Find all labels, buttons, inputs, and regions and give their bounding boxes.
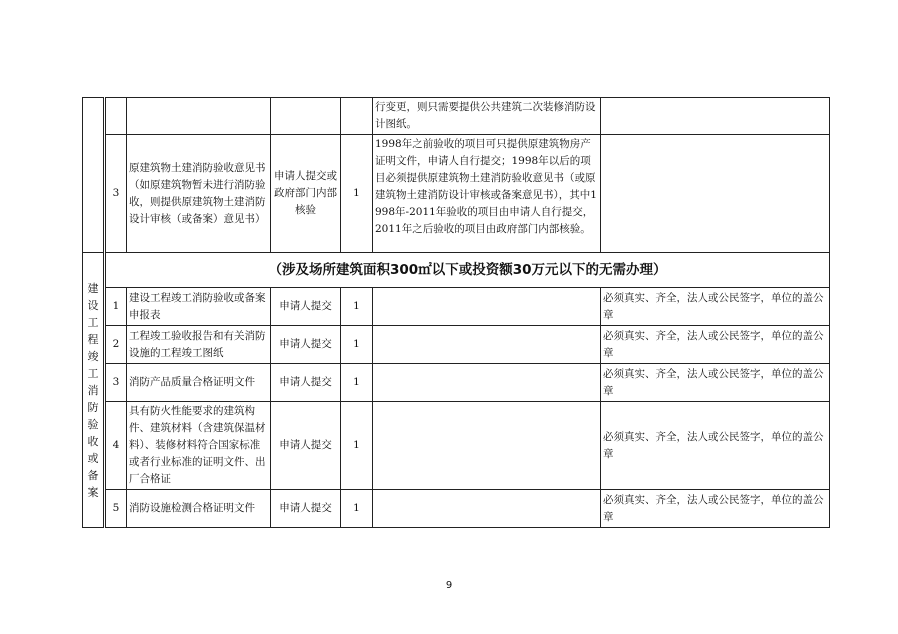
- material-note: 行变更，则只需要提供公共建筑二次装修消防设计图纸。: [373, 98, 601, 135]
- material-name: 工程竣工验收报告和有关消防设施的工程竣工图纸: [127, 326, 271, 364]
- row-number: 2: [105, 326, 127, 364]
- section-banner: （涉及场所建筑面积300㎡以下或投资额30万元以下的无需办理）: [105, 253, 830, 288]
- material-source: 申请人提交: [271, 364, 341, 402]
- material-source: 申请人提交或政府部门内部核验: [271, 135, 341, 253]
- row-number: [105, 98, 127, 135]
- table-row: [83, 326, 830, 364]
- material-note: 1998年之前验收的项目可只提供原建筑物房产证明文件，申请人自行提交；1998年以后的项目必须提供原建筑物土建消防验收意见书（或原建筑物土建消防设计审核或备案意见书），其中1998年-2011年验收的项目由申请人自行提交，2011年之后验收的项目由政府部门内部核验。: [373, 135, 601, 253]
- material-name: 建设工程竣工消防验收或备案申报表: [127, 288, 271, 326]
- table-row: [83, 288, 830, 326]
- material-source: [271, 98, 341, 135]
- table-row: [83, 490, 830, 528]
- row-number: 3: [105, 135, 127, 253]
- copies: [341, 98, 373, 135]
- copies: 1: [341, 490, 373, 528]
- material-source: 申请人提交: [271, 490, 341, 528]
- prev-section-cell: [83, 98, 105, 253]
- material-note: [373, 326, 601, 364]
- row-number: 4: [105, 402, 127, 490]
- material-requirement: 必须真实、齐全，法人或公民签字，单位的盖公章: [601, 364, 830, 402]
- material-source: 申请人提交: [271, 326, 341, 364]
- row-number: 5: [105, 490, 127, 528]
- row-number: 3: [105, 364, 127, 402]
- material-note: [373, 402, 601, 490]
- material-name: 具有防火性能要求的建筑构件、建筑材料（含建筑保温材料）、装修材料符合国家标准或者行业标准的证明文件、出厂合格证: [127, 402, 271, 490]
- copies: 1: [341, 135, 373, 253]
- table-row: [83, 402, 830, 490]
- material-name: 消防设施检测合格证明文件: [127, 490, 271, 528]
- table-row: [83, 135, 830, 253]
- material-requirement: [601, 135, 830, 253]
- table-row: [83, 98, 830, 135]
- copies: 1: [341, 326, 373, 364]
- copies: 1: [341, 364, 373, 402]
- table-row: [83, 253, 830, 288]
- materials-table: [82, 97, 830, 528]
- page-number: 9: [445, 580, 453, 591]
- section-label: 建设工程竣工消防验收或备案: [83, 253, 105, 528]
- material-name: 原建筑物土建消防验收意见书（如原建筑物暂未进行消防验收，则提供原建筑物土建消防设计审核（或备案）意见书）: [127, 135, 271, 253]
- material-note: [373, 288, 601, 326]
- material-requirement: 必须真实、齐全，法人或公民签字，单位的盖公章: [601, 402, 830, 490]
- copies: 1: [341, 288, 373, 326]
- material-source: 申请人提交: [271, 288, 341, 326]
- material-source: 申请人提交: [271, 402, 341, 490]
- material-note: [373, 364, 601, 402]
- material-note: [373, 490, 601, 528]
- material-requirement: 必须真实、齐全，法人或公民签字，单位的盖公章: [601, 490, 830, 528]
- copies: 1: [341, 402, 373, 490]
- material-requirement: [601, 98, 830, 135]
- material-name: 消防产品质量合格证明文件: [127, 364, 271, 402]
- row-number: 1: [105, 288, 127, 326]
- material-name: [127, 98, 271, 135]
- material-requirement: 必须真实、齐全，法人或公民签字，单位的盖公章: [601, 288, 830, 326]
- material-requirement: 必须真实、齐全，法人或公民签字，单位的盖公章: [601, 326, 830, 364]
- table-row: [83, 364, 830, 402]
